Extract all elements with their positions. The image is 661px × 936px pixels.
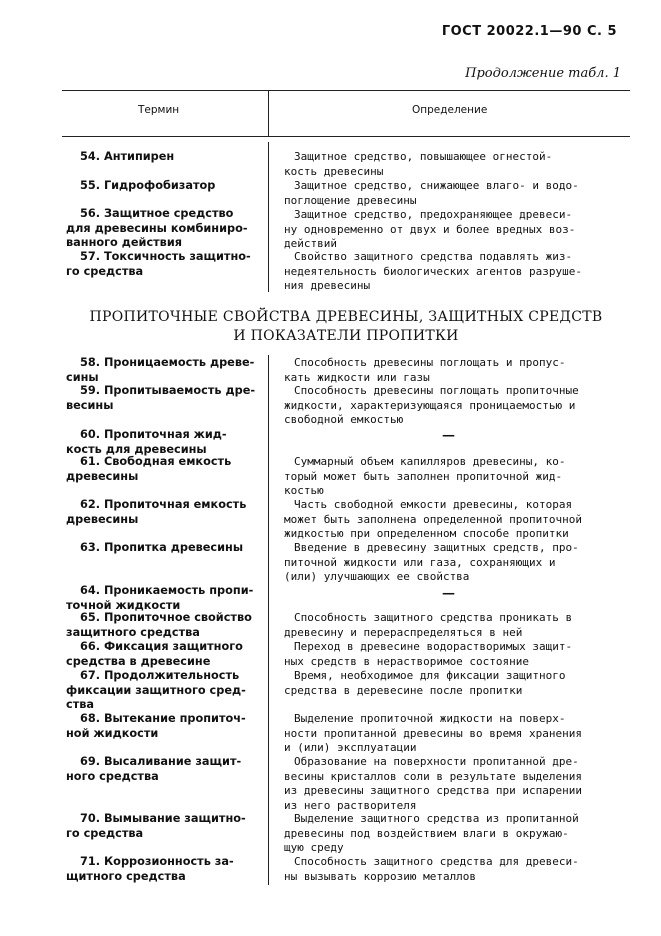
term-line: древесины xyxy=(66,469,139,483)
definition-line: поглощение древесины xyxy=(284,193,417,207)
definition-cell xyxy=(284,812,624,856)
section-title-line-2: И ПОКАЗАТЕЛИ ПРОПИТКИ xyxy=(233,328,459,344)
term-cell xyxy=(66,250,256,279)
term-line: 66. Фиксация защитного xyxy=(80,640,243,653)
term-cell xyxy=(66,855,256,884)
definition-cell xyxy=(284,712,624,756)
definition-line: недеятельность биологических агентов разруше- xyxy=(284,264,583,278)
definition-line: Выделение пропиточной жидкости на поверх- xyxy=(294,712,566,725)
definition-cell xyxy=(284,640,624,669)
term-line: весины xyxy=(66,398,114,412)
term-line: 57. Токсичность защитно- xyxy=(80,250,251,263)
term-line: 56. Защитное средство xyxy=(80,207,234,220)
definition-line: из древесины защитного средства при испарении xyxy=(284,784,583,797)
definition-line: свободной емкостью xyxy=(284,413,404,426)
definition-line: из него растворителя xyxy=(284,798,417,812)
definition-line: ных средств в нерастворимое состояние xyxy=(284,654,530,668)
definition-line: может быть заполнена определенной пропиточной xyxy=(284,512,583,526)
term-line: 63. Пропитка древесины xyxy=(80,541,244,554)
column-header-term: Термин xyxy=(138,104,180,116)
term-cell xyxy=(66,812,256,841)
definition-line: ния древесины xyxy=(284,279,371,292)
table-continuation-label: Продолжение табл. 1 xyxy=(465,66,621,81)
term-line: для древесины комбиниро- xyxy=(66,221,248,235)
column-divider-top xyxy=(268,142,269,292)
term-cell xyxy=(66,455,256,484)
column-divider-bottom xyxy=(268,355,269,885)
definition-line: жидкостью при определенном способе пропитки xyxy=(284,527,569,540)
definition-dash xyxy=(442,586,455,601)
definition-line: жидкости, характеризующаяся проницаемостью и xyxy=(284,398,576,412)
column-header-definition: Определение xyxy=(412,104,488,116)
term-cell xyxy=(66,356,256,385)
term-line: 58. Проницаемость древе- xyxy=(80,356,255,369)
definition-line: древесины под воздействием влаги в окружаю- xyxy=(284,826,569,840)
term-line: ного средства xyxy=(66,769,159,783)
term-line: 64. Проникаемость пропи- xyxy=(80,584,254,597)
definition-line: Защитное средство, повышающее огнестой- xyxy=(294,150,553,163)
definition-cell xyxy=(284,250,624,294)
term-cell xyxy=(66,428,256,457)
term-cell xyxy=(66,611,256,640)
term-cell xyxy=(66,150,256,165)
definition-line: Способность защитного средства проникать в xyxy=(294,611,573,624)
definition-cell xyxy=(284,541,624,585)
definition-cell xyxy=(284,855,624,884)
definition-line: ности пропитанной древесины во время хранения xyxy=(284,726,583,740)
header-column-divider xyxy=(268,90,269,136)
definition-line: Способность защитного средства для древеси- xyxy=(294,855,579,868)
definition-line: Время, необходимое для фиксации защитного xyxy=(294,669,566,682)
definition-line: щую среду xyxy=(284,841,344,854)
definition-line: Защитное средство, снижающее влаго- и водо- xyxy=(294,179,579,192)
definition-line: (или) улучшающих ее свойства xyxy=(284,570,470,583)
definition-line: Переход в древесине водорастворимых защит- xyxy=(294,640,573,653)
definition-cell xyxy=(284,150,624,179)
definition-line: — xyxy=(442,428,455,443)
table-top-rule xyxy=(62,90,630,91)
definition-line: костью xyxy=(284,484,324,497)
term-line: 68. Вытекание пропиточ- xyxy=(80,712,246,725)
term-cell xyxy=(66,207,256,251)
term-line: го средства xyxy=(66,264,144,278)
definition-line: и (или) эксплуатации xyxy=(284,741,417,754)
term-cell xyxy=(66,640,256,669)
term-line: ванного действия xyxy=(66,236,183,249)
term-line: древесины xyxy=(66,512,139,526)
definition-cell xyxy=(284,356,624,385)
definition-line: весины кристаллов соли в результате выделения xyxy=(284,769,583,783)
definition-line: Выделение защитного средства из пропитанной xyxy=(294,812,579,825)
definition-line: питочной жидкости или газа, сохраняющих и xyxy=(284,555,556,569)
term-line: 59. Пропитываемость дре- xyxy=(80,384,256,397)
definition-line: ну одновременно от двух и более вредных воз- xyxy=(284,222,576,236)
definition-dash xyxy=(442,428,455,443)
definition-line: средства в деревесине после пропитки xyxy=(284,683,523,697)
term-cell xyxy=(66,384,256,413)
definition-cell xyxy=(284,611,624,640)
document-reference: ГОСТ 20022.1—90 С. 5 xyxy=(441,24,617,39)
term-cell xyxy=(66,541,256,556)
term-cell xyxy=(66,755,256,784)
definition-line: Суммарный объем капилляров древесины, ко- xyxy=(294,455,566,468)
term-line: 65. Пропиточное свойство xyxy=(80,611,252,624)
term-line: 54. Антипирен xyxy=(80,150,175,163)
definition-cell xyxy=(284,498,624,542)
term-line: фиксации защитного сред- xyxy=(66,683,246,697)
definition-cell xyxy=(284,755,624,813)
term-line: 69. Высаливание защит- xyxy=(80,755,242,768)
definition-line: Свойство защитного средства подавлять жиз- xyxy=(294,250,573,263)
term-cell xyxy=(66,712,256,741)
definition-line: кать жидкости или газы xyxy=(284,370,430,384)
term-cell xyxy=(66,669,256,713)
term-line: ства xyxy=(66,698,95,711)
term-cell xyxy=(66,498,256,527)
term-line: средства в древесине xyxy=(66,654,211,668)
term-line: 55. Гидрофобизатор xyxy=(80,179,216,192)
table-header-rule xyxy=(62,136,630,137)
definition-line: Образование на поверхности пропитанной дре- xyxy=(294,755,579,768)
definition-line: действий xyxy=(284,237,337,250)
term-cell xyxy=(66,179,256,194)
term-line: 70. Вымывание защитно- xyxy=(80,812,246,825)
term-line: точной жидкости xyxy=(66,598,181,612)
definition-cell xyxy=(284,384,624,428)
definition-cell xyxy=(284,179,624,208)
term-line: 71. Коррозионность за- xyxy=(80,855,234,868)
term-line: кость для древесины xyxy=(66,442,207,456)
definition-line: Способность древесины поглощать и пропус- xyxy=(294,356,566,369)
definition-cell xyxy=(284,208,624,252)
definition-line: торый может быть заполнен пропиточной жид- xyxy=(284,469,563,483)
definition-line: Часть свободной емкости древесины, которая xyxy=(294,498,573,511)
term-line: 61. Свободная емкость xyxy=(80,455,232,468)
definition-line: Введение в древесину защитных средств, про- xyxy=(294,541,579,554)
term-line: сины xyxy=(66,370,99,384)
definition-line: ны вызывать коррозию металлов xyxy=(284,869,477,883)
definition-line: древесину и перераспределяться в ней xyxy=(284,625,523,639)
term-line: 60. Пропиточная жид- xyxy=(80,428,227,441)
section-title-line-1: ПРОПИТОЧНЫЕ СВОЙСТВА ДРЕВЕСИНЫ, ЗАЩИТНЫХ СРЕДСТВ xyxy=(89,309,603,325)
term-cell xyxy=(66,584,256,613)
section-title xyxy=(62,308,630,346)
term-line: 67. Продолжительность xyxy=(80,669,240,682)
definition-line: Способность древесины поглощать пропиточные xyxy=(294,384,579,397)
definition-line: кость древесины xyxy=(284,164,384,178)
term-line: защитного средства xyxy=(66,625,200,639)
definition-cell xyxy=(284,669,624,698)
term-line: 62. Пропиточная емкость xyxy=(80,498,247,511)
definition-line: Защитное средство, предохраняющее древеси- xyxy=(294,208,573,221)
definition-cell xyxy=(284,455,624,499)
definition-line: — xyxy=(442,586,455,601)
term-line: ной жидкости xyxy=(66,726,159,740)
term-line: го средства xyxy=(66,826,144,840)
term-line: щитного средства xyxy=(66,869,186,883)
